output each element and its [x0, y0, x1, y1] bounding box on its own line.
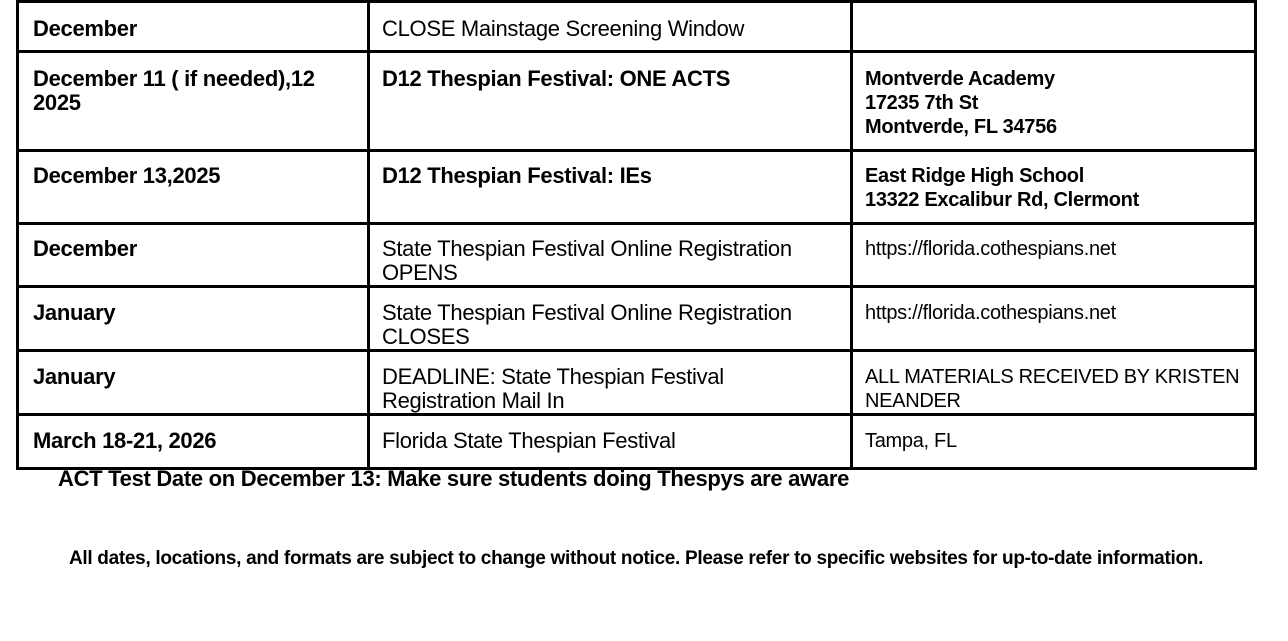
location-link: https://florida.cothespians.net	[865, 238, 1116, 260]
location-line: 13322 Excalibur Rd, Clermont	[865, 189, 1139, 211]
event-cell: Florida State Thespian Festival	[369, 415, 852, 469]
location-cell	[852, 52, 1256, 151]
event-cell: DEADLINE: State Thespian Festival Registration Mail In	[369, 351, 852, 415]
location-cell	[852, 151, 1256, 224]
schedule-table	[16, 0, 1257, 470]
location-line: Tampa, FL	[865, 430, 957, 452]
event-cell: State Thespian Festival Online Registration CLOSES	[369, 287, 852, 351]
table-row	[18, 2, 1256, 52]
location-cell	[852, 351, 1256, 415]
location-cell	[852, 287, 1256, 351]
date-cell: March 18-21, 2026	[18, 415, 369, 469]
location-line: East Ridge High School	[865, 165, 1084, 187]
date-cell: December 13,2025	[18, 151, 369, 224]
disclaimer-text: All dates, locations, and formats are subject to change without notice. Please refer to specific websites for up-to-date information.	[68, 548, 1204, 569]
table-row	[18, 415, 1256, 469]
location-cell	[852, 415, 1256, 469]
event-cell: State Thespian Festival Online Registration OPENS	[369, 224, 852, 287]
location-line: Montverde, FL 34756	[865, 116, 1057, 138]
location-cell	[852, 224, 1256, 287]
location-line: Montverde Academy	[865, 68, 1055, 90]
date-cell: January	[18, 287, 369, 351]
event-cell: D12 Thespian Festival: IEs	[369, 151, 852, 224]
act-test-note: ACT Test Date on December 13: Make sure students doing Thespys are aware	[58, 466, 850, 491]
table-row	[18, 151, 1256, 224]
schedule-body	[18, 2, 1256, 469]
date-cell: January	[18, 351, 369, 415]
date-cell: December 11 ( if needed),12 2025	[18, 52, 369, 151]
location-link: https://florida.cothespians.net	[865, 302, 1116, 324]
location-cell	[852, 2, 1256, 52]
date-cell: December	[18, 2, 369, 52]
location-line: ALL MATERIALS RECEIVED BY KRISTEN NEANDER	[865, 366, 1240, 412]
table-row	[18, 351, 1256, 415]
event-cell: CLOSE Mainstage Screening Window	[369, 2, 852, 52]
table-row	[18, 224, 1256, 287]
date-cell: December	[18, 224, 369, 287]
table-row	[18, 287, 1256, 351]
table-row	[18, 52, 1256, 151]
event-cell: D12 Thespian Festival: ONE ACTS	[369, 52, 852, 151]
location-line: 17235 7th St	[865, 92, 979, 114]
